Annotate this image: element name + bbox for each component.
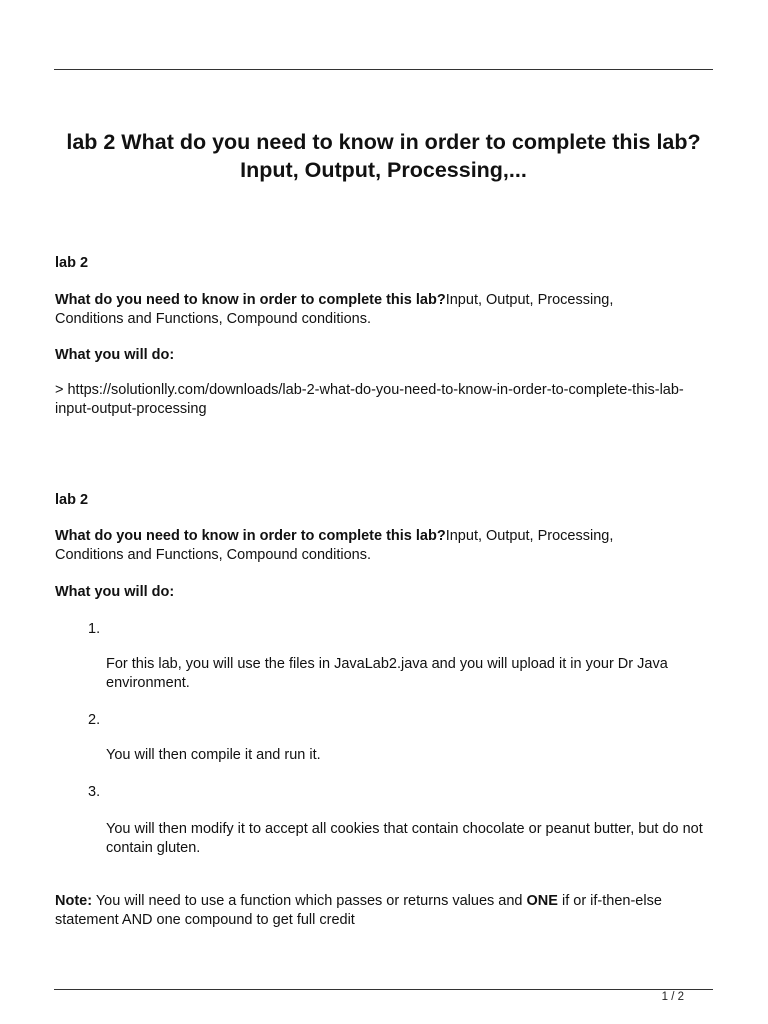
note-paragraph <box>55 892 715 930</box>
step-3-number: 3. <box>88 784 101 800</box>
page-number: 1 / 2 <box>661 991 684 1003</box>
note-text-1: You will need to use a function which passes or returns values and <box>92 893 527 909</box>
section2-heading: lab 2 <box>55 492 89 508</box>
section2-question-rest: Input, Output, Processing, Conditions and Functions, Compound conditions. <box>55 528 614 563</box>
section1-what-label: What you will do: <box>55 347 175 363</box>
step-1-text: For this lab, you will use the files in JavaLab2.java and you will upload it in your Dr Java environment. <box>106 656 668 691</box>
footer-rule <box>54 989 713 990</box>
note-text-2: if or if-then-else statement AND one compound to get full credit <box>55 893 662 928</box>
step-2-text: You will then compile it and run it. <box>106 747 321 763</box>
document-title: lab 2 What do you need to know in order to complete this lab? Input, Output, Processing,... <box>66 130 701 182</box>
section2-question-bold: What do you need to know in order to complete this lab? <box>55 528 446 544</box>
section2-what-label: What you will do: <box>55 584 175 600</box>
section1-link[interactable]: > https://solutionlly.com/downloads/lab-2-what-do-you-need-to-know-in-order-to-complete-this-lab-input-output-processing <box>55 382 684 417</box>
step-3-text: You will then modify it to accept all cookies that contain chocolate or peanut butter, but do not contain gluten. <box>106 821 703 856</box>
section2-question <box>55 527 675 565</box>
header-rule <box>54 69 713 70</box>
section1-question-bold: What do you need to know in order to complete this lab? <box>55 292 446 308</box>
step-1-number: 1. <box>88 621 101 637</box>
section1-question <box>55 291 675 329</box>
step-2-number: 2. <box>88 712 101 728</box>
section1-question-rest: Input, Output, Processing, Conditions and Functions, Compound conditions. <box>55 292 614 327</box>
note-label: Note: <box>55 893 93 909</box>
section1-heading: lab 2 <box>55 255 89 271</box>
note-bold: ONE <box>526 893 558 909</box>
